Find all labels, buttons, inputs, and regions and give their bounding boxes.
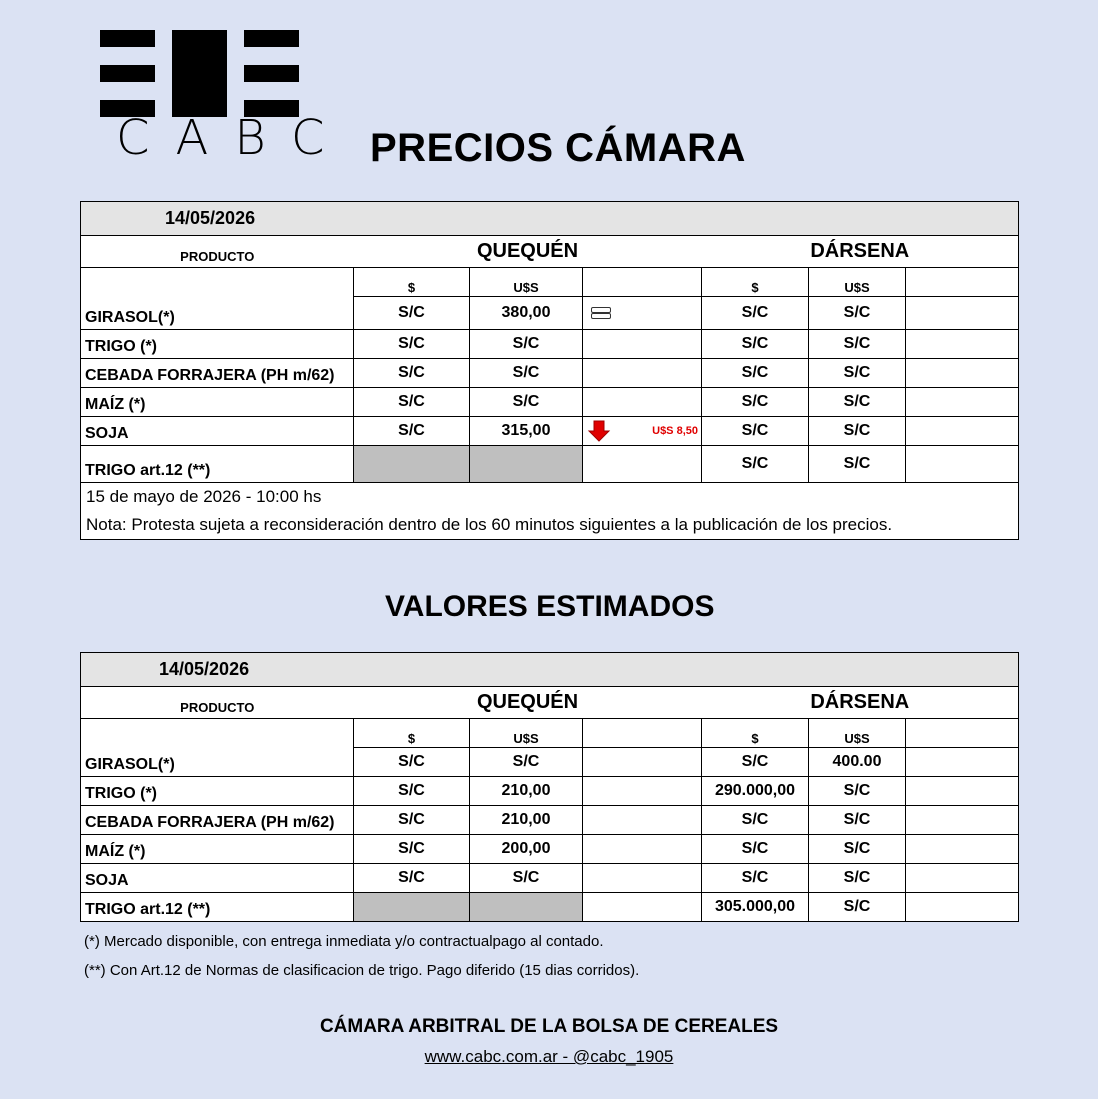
darsena-ars: S/C — [702, 446, 809, 483]
quequen-ars: S/C — [354, 835, 470, 864]
footnote: (**) Con Art.12 de Normas de clasificacion de trigo. Pago diferido (15 dias corridos). — [84, 962, 640, 979]
quequen-usd: 380,00 — [470, 297, 583, 330]
unavailable-cell — [470, 893, 583, 922]
page-title: PRECIOS CÁMARA — [370, 126, 746, 170]
quequen-ars: S/C — [354, 330, 470, 359]
table-row — [81, 806, 1019, 835]
date-row — [81, 653, 1019, 687]
table-date: 14/05/2026 — [81, 653, 1019, 687]
quequen-usd: S/C — [470, 388, 583, 417]
unavailable-cell — [470, 446, 583, 483]
product-name: GIRASOL(*) — [81, 748, 354, 777]
timestamp-row — [81, 483, 1019, 512]
logo-bar — [172, 30, 227, 117]
price-change: U$S 8,50 — [652, 425, 698, 437]
darsena-usd: S/C — [809, 330, 906, 359]
currency-ars: $ — [702, 268, 809, 297]
table-row — [81, 417, 1019, 446]
timestamp: 15 de mayo de 2026 - 10:00 hs — [81, 483, 1019, 512]
table-row — [81, 297, 1019, 330]
darsena-usd: 400.00 — [809, 748, 906, 777]
logo-bar — [100, 30, 155, 47]
logo-bar — [244, 65, 299, 82]
quequen-usd: 315,00 — [470, 417, 583, 446]
product-name: MAÍZ (*) — [81, 835, 354, 864]
table-row — [81, 359, 1019, 388]
darsena-usd: S/C — [809, 417, 906, 446]
darsena-usd: S/C — [809, 864, 906, 893]
quequen-header: QUEQUÉN — [354, 687, 702, 719]
darsena-header: DÁRSENA — [702, 687, 1019, 719]
table-row — [81, 835, 1019, 864]
equal-icon — [591, 307, 611, 319]
product-name: SOJA — [81, 864, 354, 893]
table-row — [81, 893, 1019, 922]
darsena-ars: S/C — [702, 835, 809, 864]
table-row — [81, 864, 1019, 893]
quequen-usd: 200,00 — [470, 835, 583, 864]
darsena-ars: S/C — [702, 748, 809, 777]
darsena-usd: S/C — [809, 777, 906, 806]
darsena-ars: S/C — [702, 297, 809, 330]
darsena-header: DÁRSENA — [702, 236, 1019, 268]
quequen-usd: S/C — [470, 359, 583, 388]
quequen-ars: S/C — [354, 417, 470, 446]
product-name: MAÍZ (*) — [81, 388, 354, 417]
darsena-ars: 290.000,00 — [702, 777, 809, 806]
quequen-ars: S/C — [354, 388, 470, 417]
currency-ars: $ — [702, 719, 809, 748]
quequen-ars: S/C — [354, 748, 470, 777]
quequen-usd: 210,00 — [470, 777, 583, 806]
quequen-ars: S/C — [354, 806, 470, 835]
currency-row — [81, 268, 1019, 297]
currency-usd: U$S — [470, 268, 583, 297]
logo-bar — [244, 30, 299, 47]
logo-bar — [100, 65, 155, 82]
currency-ars: $ — [354, 719, 470, 748]
table-row — [81, 330, 1019, 359]
product-name: TRIGO art.12 (**) — [81, 893, 354, 922]
table-row — [81, 446, 1019, 483]
currency-usd: U$S — [809, 719, 906, 748]
darsena-ars: S/C — [702, 388, 809, 417]
darsena-ars: S/C — [702, 330, 809, 359]
down-arrow-icon — [587, 419, 611, 443]
table-row — [81, 777, 1019, 806]
darsena-ars: S/C — [702, 359, 809, 388]
quequen-usd: 210,00 — [470, 806, 583, 835]
disclaimer-note: Nota: Protesta sujeta a reconsideración dentro de los 60 minutos siguientes a la publicación de los precios. — [81, 512, 1019, 540]
website-link[interactable] — [0, 1047, 1098, 1067]
date-row — [81, 202, 1019, 236]
product-name: TRIGO (*) — [81, 777, 354, 806]
currency-row — [81, 719, 1019, 748]
darsena-usd: S/C — [809, 835, 906, 864]
unavailable-cell — [354, 446, 470, 483]
darsena-usd: S/C — [809, 446, 906, 483]
currency-usd: U$S — [809, 268, 906, 297]
header-row — [81, 687, 1019, 719]
quequen-header: QUEQUÉN — [354, 236, 702, 268]
precios-table — [80, 201, 1019, 540]
product-name: CEBADA FORRAJERA (PH m/62) — [81, 359, 354, 388]
quequen-ars: S/C — [354, 864, 470, 893]
estimados-table — [80, 652, 1019, 922]
header-row — [81, 236, 1019, 268]
producto-header: PRODUCTO — [81, 687, 354, 719]
quequen-usd: S/C — [470, 330, 583, 359]
unavailable-cell — [354, 893, 470, 922]
organization-name: CÁMARA ARBITRAL DE LA BOLSA DE CEREALES — [319, 1016, 779, 1037]
product-name: TRIGO art.12 (**) — [81, 446, 354, 483]
quequen-ars: S/C — [354, 297, 470, 330]
product-name: GIRASOL(*) — [81, 297, 354, 330]
quequen-ars: S/C — [354, 777, 470, 806]
darsena-ars: S/C — [702, 806, 809, 835]
darsena-ars: 305.000,00 — [702, 893, 809, 922]
product-name: SOJA — [81, 417, 354, 446]
darsena-ars: S/C — [702, 417, 809, 446]
quequen-usd: S/C — [470, 748, 583, 777]
darsena-usd: S/C — [809, 806, 906, 835]
table-row — [81, 388, 1019, 417]
quequen-ars: S/C — [354, 359, 470, 388]
table-row — [81, 748, 1019, 777]
footnote: (*) Mercado disponible, con entrega inmediata y/o contractualpago al contado. — [84, 933, 604, 950]
product-name: CEBADA FORRAJERA (PH m/62) — [81, 806, 354, 835]
product-name: TRIGO (*) — [81, 330, 354, 359]
darsena-usd: S/C — [809, 893, 906, 922]
note-row — [81, 512, 1019, 540]
darsena-usd: S/C — [809, 297, 906, 330]
logo-text: CABC — [116, 110, 351, 166]
producto-header: PRODUCTO — [81, 236, 354, 268]
section-title: VALORES ESTIMADOS — [385, 590, 715, 623]
quequen-usd: S/C — [470, 864, 583, 893]
table-date: 14/05/2026 — [81, 202, 1019, 236]
currency-ars: $ — [354, 268, 470, 297]
darsena-ars: S/C — [702, 864, 809, 893]
currency-usd: U$S — [470, 719, 583, 748]
darsena-usd: S/C — [809, 359, 906, 388]
darsena-usd: S/C — [809, 388, 906, 417]
website-link-text[interactable]: www.cabc.com.ar - @cabc_1905 — [424, 1047, 674, 1066]
